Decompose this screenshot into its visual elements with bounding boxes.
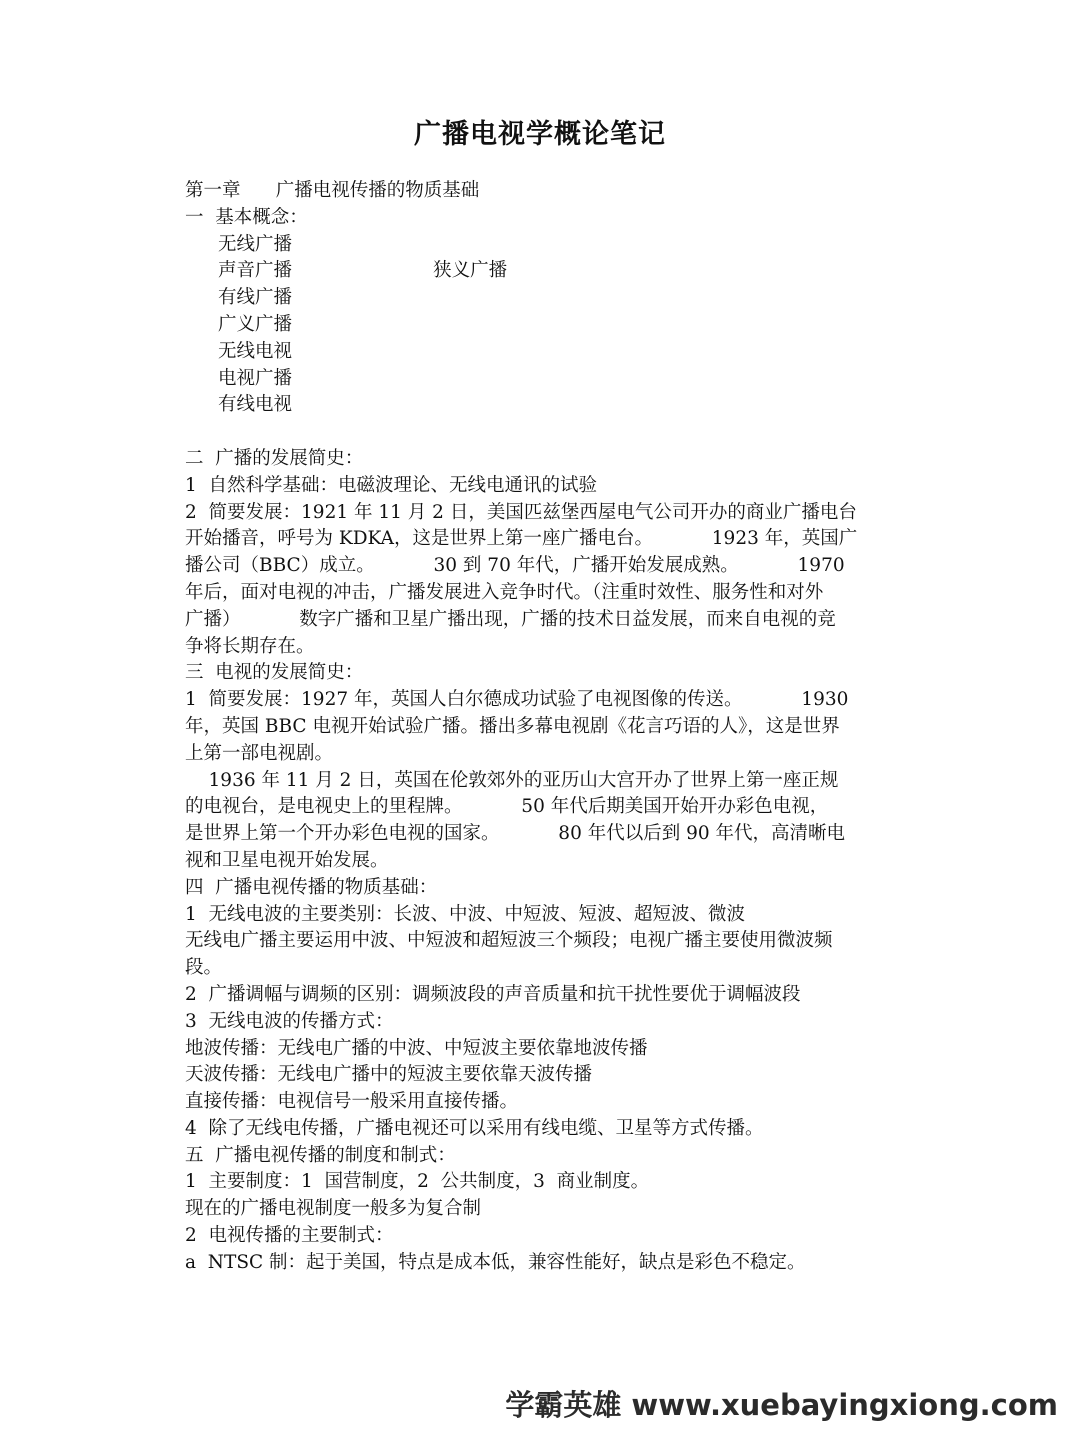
text-line: 争将长期存在。: [185, 635, 315, 657]
chapter-heading: 第一章 广播电视传播的物质基础: [185, 180, 480, 201]
text-line: 直接传播：电视信号一般采用直接传播。: [185, 1091, 519, 1113]
text-line: 1 简要发展：1927 年，英国人白尔德成功试验了电视图像的传送。 1930: [185, 689, 849, 711]
concept-item: 有线电视: [218, 394, 293, 416]
text-line: 天波传播：无线电广播中的短波主要依靠天波传播: [185, 1064, 593, 1086]
concept-item: 有线广播: [218, 287, 293, 309]
text-line: 1 无线电波的主要类别：长波、中波、中短波、短波、超短波、微波: [185, 903, 746, 925]
section-heading: 一 基本概念：: [185, 206, 308, 228]
text-line: a NTSC 制：起于美国，特点是成本低，兼容性能好，缺点是彩色不稳定。: [185, 1251, 806, 1273]
text-line: 年，英国 BBC 电视开始试验广播。播出多幕电视剧《花言巧语的人》，这是世界: [185, 715, 840, 737]
text-line: 4 除了无线电传播，广播电视还可以采用有线电缆、卫星等方式传播。: [185, 1117, 764, 1139]
spacer: [185, 419, 897, 446]
document-body: [185, 178, 897, 1277]
text-line: 播公司（BBC）成立。 30 到 70 年代，广播开始发展成熟。 1970: [185, 555, 845, 577]
concept-item: 无线广播: [218, 233, 293, 255]
section-heading: 三 电视的发展简史：: [185, 662, 364, 684]
text-line: 无线电广播主要运用中波、中短波和超短波三个频段；电视广播主要使用微波频: [185, 930, 833, 952]
text-line: 视和卫星电视开始发展。: [185, 849, 389, 871]
text-line: 开始播音，呼号为 KDKA，这是世界上第一座广播电台。 1923 年，英国广: [185, 528, 858, 550]
text-line: 1 主要制度：1 国营制度，2 公共制度，3 商业制度。: [185, 1171, 650, 1193]
text-line: 现在的广播电视制度一般多为复合制: [185, 1198, 482, 1220]
page-title: 广播电视学概论笔记: [414, 119, 666, 150]
text-line: 1 自然科学基础：电磁波理论、无线电通讯的试验: [185, 474, 598, 496]
section-heading: 四 广播电视传播的物质基础：: [185, 876, 438, 898]
section-heading: 二 广播的发展简史：: [185, 447, 364, 469]
concept-item: 声音广播 狭义广播: [218, 260, 508, 282]
text-line: 年后，面对电视的冲击，广播发展进入竞争时代。（注重时效性、服务性和对外: [185, 581, 824, 603]
section-heading: 五 广播电视传播的制度和制式：: [185, 1144, 456, 1166]
text-line: 2 简要发展：1921 年 11 月 2 日，美国匹兹堡西屋电气公司开办的商业广播电台: [185, 501, 857, 523]
text-line: 段。: [185, 957, 223, 979]
text-line: 是世界上第一个开办彩色电视的国家。 80 年代以后到 90 年代，高清晰电: [185, 823, 846, 845]
site-watermark: 学霸英雄 www.xuebayingxiong.com: [505, 1388, 1058, 1422]
text-line: 2 广播调幅与调频的区别：调频波段的声音质量和抗干扰性要优于调幅波段: [185, 983, 801, 1005]
text-line: 的电视台，是电视史上的里程牌。 50 年代后期美国开始开办彩色电视，: [185, 796, 829, 818]
text-line: 广播） 数字广播和卫星广播出现，广播的技术日益发展，而来自电视的竞: [185, 608, 836, 630]
concept-item: 无线电视: [218, 340, 293, 362]
concept-item: 电视广播: [218, 367, 293, 389]
text-line: 3 无线电波的传播方式：: [185, 1010, 394, 1032]
text-line: 1936 年 11 月 2 日，英国在伦敦郊外的亚历山大宫开办了世界上第一座正规: [185, 769, 839, 791]
text-line: 上第一部电视剧。: [185, 742, 334, 764]
concept-item: 广义广播: [218, 313, 293, 335]
text-line: 2 电视传播的主要制式：: [185, 1225, 394, 1247]
text-line: 地波传播：无线电广播的中波、中短波主要依靠地波传播: [185, 1037, 648, 1059]
